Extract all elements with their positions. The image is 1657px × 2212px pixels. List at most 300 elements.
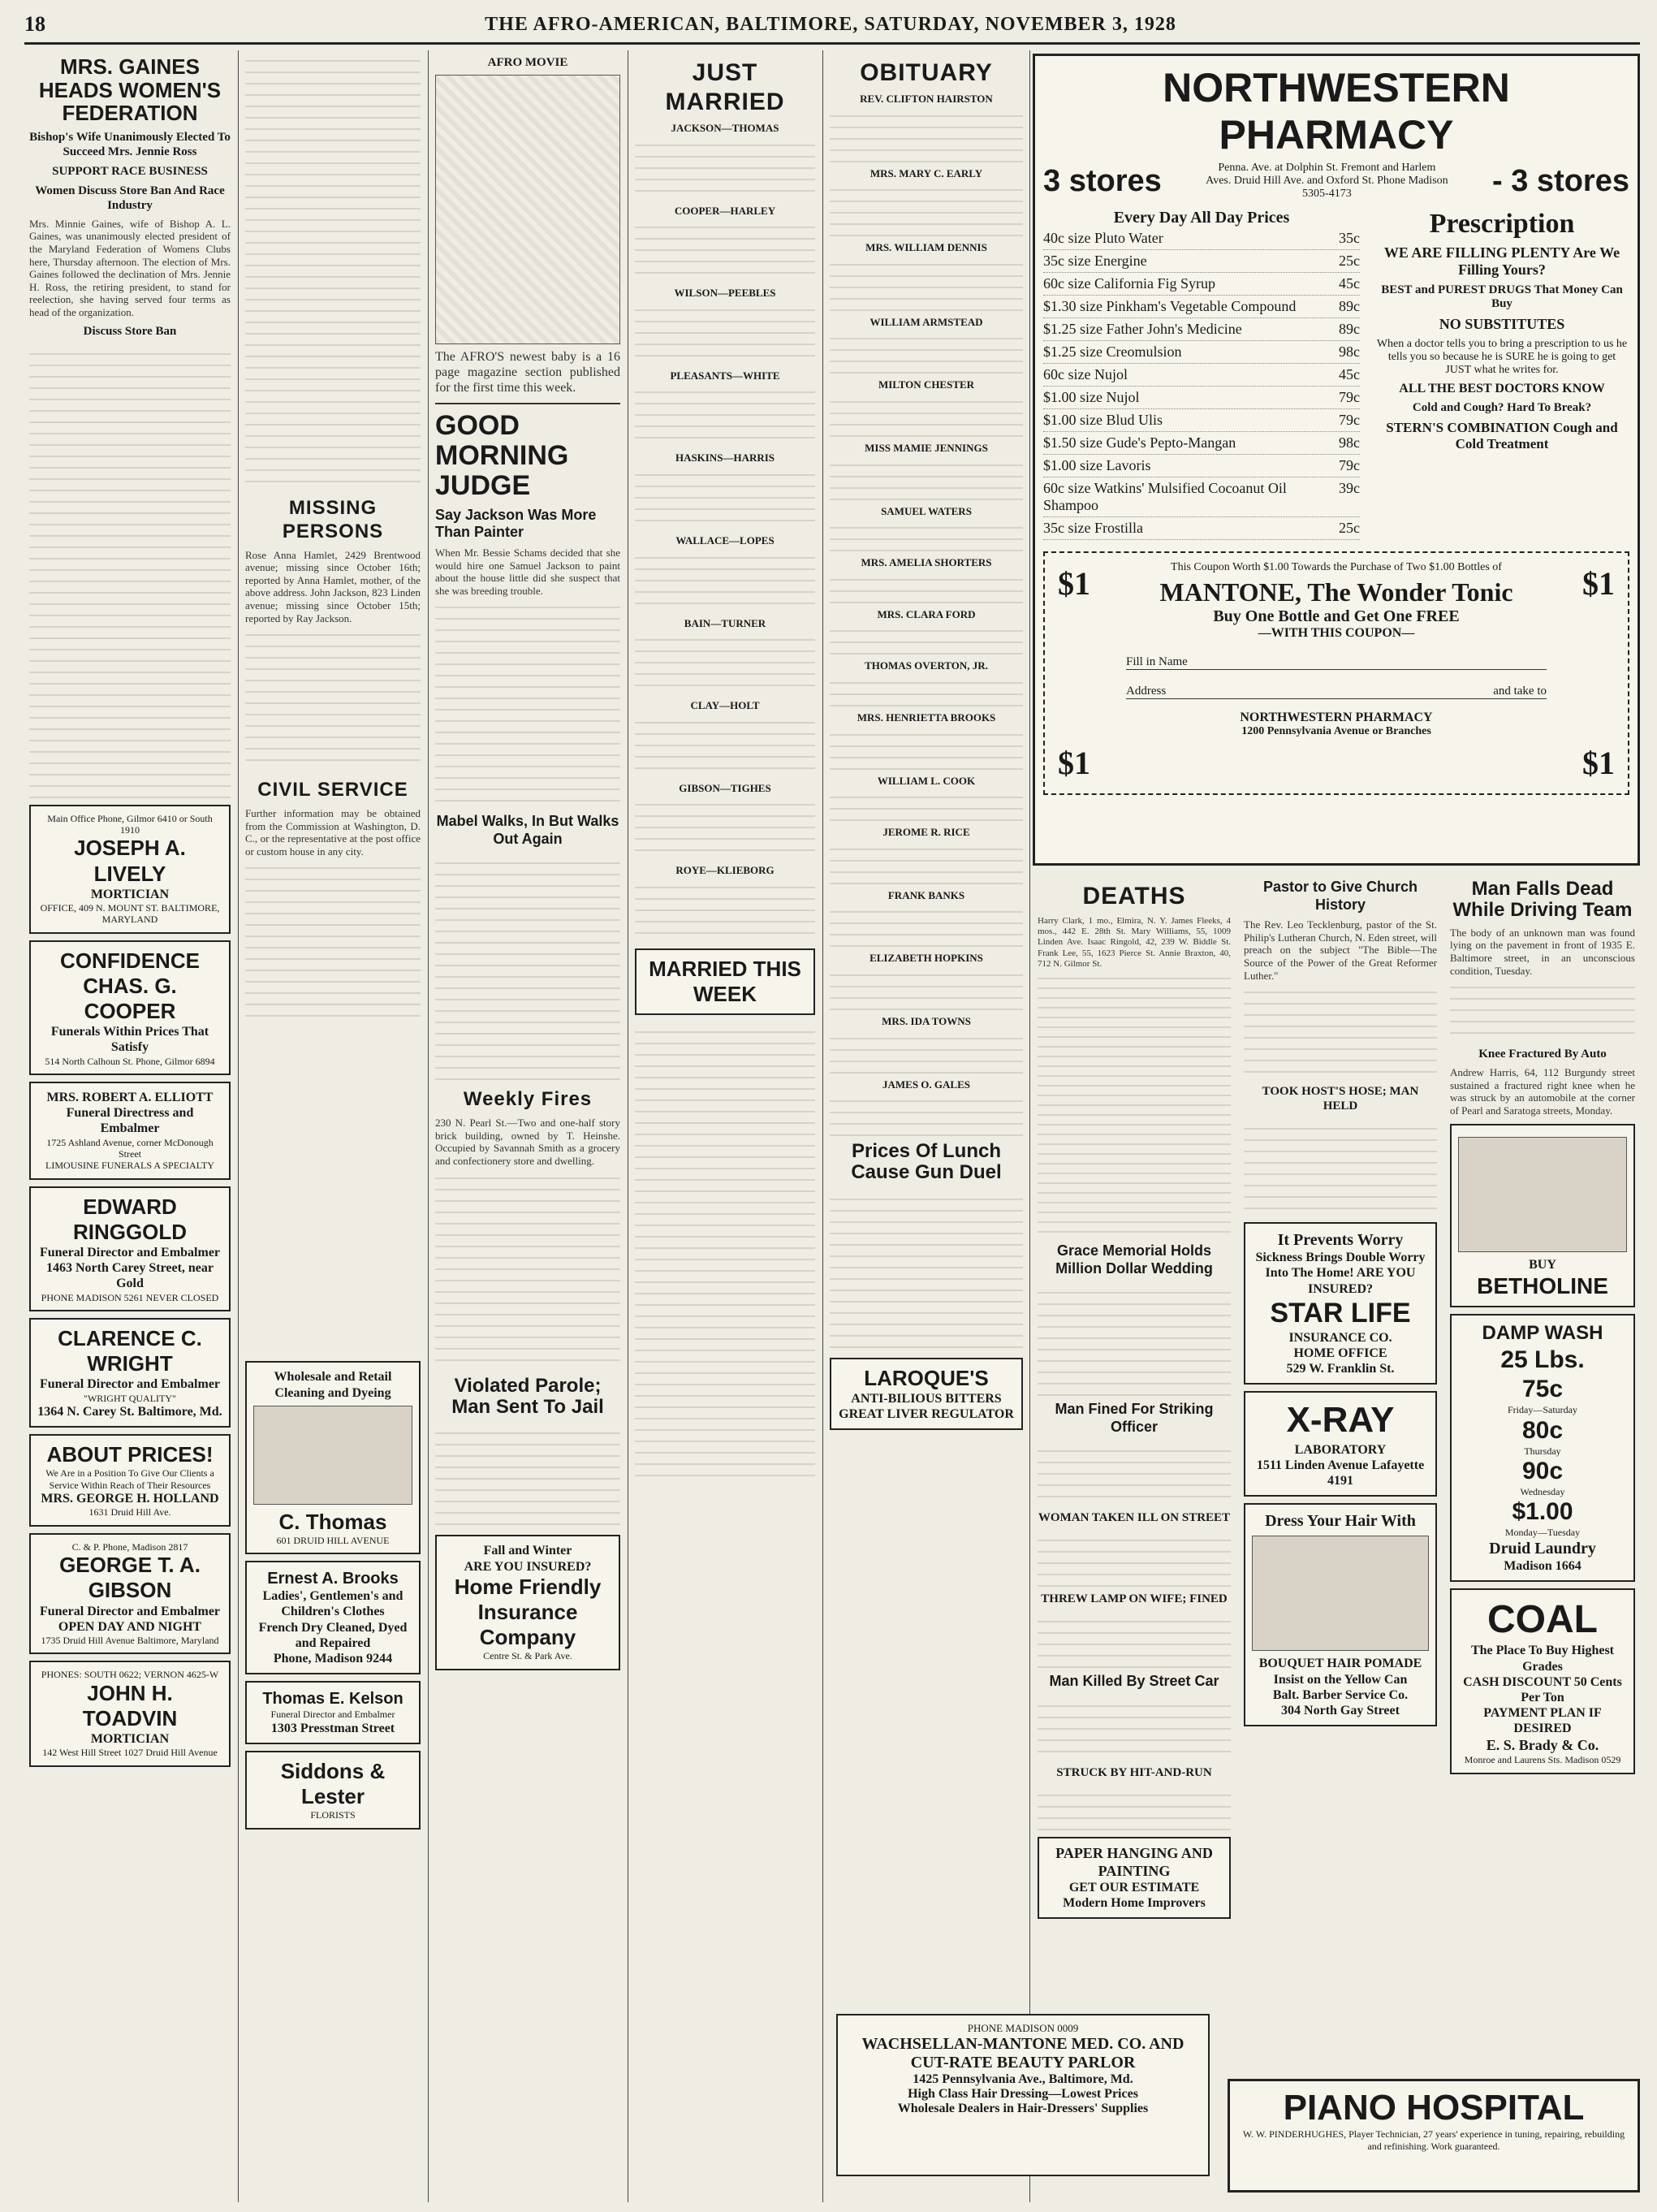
ad-line: The Place To Buy Highest Grades: [1470, 1644, 1615, 1674]
ad-title: Dress Your Hair With: [1265, 1512, 1416, 1531]
price-item: 40c size Pluto Water: [1043, 230, 1163, 246]
ad-siddons-lester: [245, 1751, 421, 1830]
ad-laroque: [830, 1358, 1023, 1431]
column-7: [1239, 874, 1442, 2002]
mantone-coupon: [1043, 551, 1629, 795]
subheading: Mabel Walks, In But Walks Out Again: [436, 813, 619, 847]
headline-striking-officer: Man Fined For Striking Officer: [1055, 1401, 1214, 1435]
price-row: [1043, 477, 1360, 517]
deaths-list: Harry Clark, 1 mo., Elmira, N. Y. James Fleeks, 4 mos., 442 E. 28th St. Mary Williams, 55, 1009 Linden Ave. Isaac Ringold, 42, 239 W. Biddle St. Frank Lee, 55, 1623 Pierce St. Annie Braxton, 40, 712 N. Gilmor St.: [1038, 916, 1231, 969]
ad-address: Centre St. & Park Ave.: [483, 1650, 572, 1662]
price-row: [1043, 517, 1360, 540]
marriage-entry: HASKINS—HARRIS: [675, 451, 775, 464]
ad-line: PAYMENT PLAN IF DESIRED: [1483, 1706, 1602, 1736]
marriage-license-list: [635, 1022, 815, 1476]
price-item: $1.00 size Nujol: [1043, 389, 1140, 405]
ad-name: JOSEPH A. LIVELY: [74, 836, 186, 886]
article-text-block: [830, 1189, 1023, 1351]
ad-line: Balt. Barber Service Co.: [1272, 1687, 1409, 1702]
ad-name: CHAS. G. COOPER: [83, 973, 177, 1024]
ad-name: E. S. Brady & Co.: [1486, 1736, 1599, 1753]
ad-phone: Madison 1664: [1504, 1558, 1581, 1573]
column-rule: [822, 50, 823, 2202]
price-row: [1043, 432, 1360, 455]
ad-line: Wholesale Dealers in Hair-Dressers' Supplies: [897, 2102, 1149, 2115]
stores-label: 3 stores: [1043, 163, 1162, 198]
article-text-block: [635, 382, 815, 447]
divider: [435, 403, 620, 404]
obituary-entry: SAMUEL WATERS: [881, 504, 972, 517]
ad-line: LIMOUSINE FUNERALS A SPECIALTY: [45, 1160, 214, 1172]
ad-days: Thursday: [1524, 1445, 1561, 1457]
ad-role: MORTICIAN: [90, 1732, 170, 1747]
column-rule: [428, 50, 429, 2202]
ad-price: $1.00: [1512, 1498, 1573, 1526]
owl-illustration: [1458, 1137, 1627, 1252]
ad-star-life: [1244, 1222, 1437, 1385]
ad-line: BUY: [1529, 1257, 1556, 1272]
headline-gun-duel: Prices Of Lunch Cause Gun Duel: [851, 1140, 1002, 1184]
ad-phone: Phone, Madison 9244: [273, 1652, 393, 1666]
price-item: 35c size Frostilla: [1043, 520, 1143, 536]
article-body: The body of an unknown man was found lying on the pavement in front of 1935 E. Baltimore street, in an unconscious condition, Tuesday.: [1450, 926, 1635, 977]
ad-line: ABOUT PRICES!: [46, 1442, 214, 1467]
article-text-block: [435, 597, 620, 808]
article-text-block: [830, 787, 1023, 821]
ad-name: GEORGE T. A. GIBSON: [59, 1553, 201, 1603]
ad-ringgold: [29, 1186, 231, 1311]
headline-just-married: JUST MARRIED: [665, 59, 785, 115]
article-text-block: [635, 629, 815, 694]
article-body: When Mr. Bessie Schams decided that she would hire one Samuel Jackson to paint about the house little did she suspect that she was breeding trouble.: [435, 546, 620, 597]
ad-title: COAL: [1487, 1597, 1598, 1641]
article-text-block: [830, 901, 1023, 947]
headline-violated-parole: Violated Parole; Man Sent To Jail: [451, 1374, 604, 1419]
article-text-block: [830, 179, 1023, 236]
ad-toadvin: [29, 1661, 231, 1766]
price-value: 98c: [1339, 343, 1360, 360]
obituary-entry: MRS. MARY C. EARLY: [869, 166, 983, 179]
price-row: [1043, 318, 1360, 341]
headline-woman-ill: WOMAN TAKEN ILL ON STREET: [1038, 1511, 1231, 1525]
ad-wachsellan: [836, 2014, 1210, 2176]
ad-role: Funeral Director and Embalmer: [39, 1377, 221, 1392]
ad-illustration: [253, 1406, 412, 1505]
article-body: Andrew Harris, 64, 112 Burgundy street sustained a fractured right knee when he was struck by an automobile at the corner of Pearl and Saratoga streets, Monday.: [1450, 1066, 1635, 1117]
price-value: 45c: [1339, 275, 1360, 292]
article-text-block: [635, 712, 815, 777]
ad-line: Insist on the Yellow Can: [1273, 1672, 1408, 1687]
coupon-address-label: Address: [1126, 685, 1167, 698]
ad-elliott: [29, 1082, 231, 1180]
ad-line: INSURANCE CO.: [1288, 1330, 1392, 1345]
ad-xray-lab: [1244, 1391, 1437, 1497]
price-item: $1.00 size Blud Ulis: [1043, 412, 1163, 428]
headline-pastor: Pastor to Give Church History: [1262, 879, 1418, 913]
pharmacy-addresses: Penna. Ave. at Dolphin St. Fremont and Harlem Aves. Druid Hill Ave. and Oxford St. Phone Madison 5305-4173: [1206, 162, 1448, 200]
pharmacy-name: NORTHWESTERN PHARMACY: [1163, 65, 1510, 158]
ad-price: 75c: [1521, 1376, 1564, 1403]
ad-address: 1511 Linden Avenue Lafayette 4191: [1256, 1458, 1425, 1488]
price-item: $1.00 size Lavoris: [1043, 457, 1151, 473]
article-text-block: [830, 254, 1023, 311]
ad-piano-hospital: [1228, 2079, 1640, 2193]
ad-name: Siddons & Lester: [280, 1758, 386, 1808]
ad-days: Monday—Tuesday: [1504, 1527, 1581, 1539]
article-text-block: [830, 965, 1023, 1010]
price-row: [1043, 227, 1360, 250]
deck: Bishop's Wife Unanimously Elected To Succeed Mrs. Jennie Ross: [29, 130, 231, 158]
price-value: 79c: [1339, 389, 1360, 405]
article-text-block: [435, 853, 620, 1080]
price-row: [1043, 273, 1360, 296]
headline-good-morning-judge: GOOD MORNING JUDGE: [435, 409, 569, 502]
headline-weekly-fires: Weekly Fires: [463, 1088, 593, 1111]
price-row: [1043, 364, 1360, 387]
article-text-block: [435, 1423, 620, 1528]
article-text-block: [830, 328, 1023, 374]
article-body: Rose Anna Hamlet, 2429 Brentwood avenue; missing since October 16th; reported by Anna Hamlet, mother, of the above address. John Jackson, 823 Linden avenue; missing since October 15th; reported by Ray Jackson.: [245, 548, 421, 624]
cartoon-title: AFRO MOVIE: [487, 56, 568, 69]
ad-role: Funeral Director and Embalmer OPEN DAY AND NIGHT: [39, 1604, 221, 1634]
ad-line: Funeral Director and Embalmer: [270, 1709, 395, 1721]
deck: Women Discuss Store Ban And Race Industry: [35, 184, 225, 212]
ad-line: HOME OFFICE: [1293, 1346, 1387, 1360]
ad-name: WACHSELLAN-MANTONE MED. CO. AND CUT-RATE BEAUTY PARLOR: [861, 2035, 1184, 2072]
price-value: 25c: [1339, 253, 1360, 269]
headline-hit-and-run: STRUCK BY HIT-AND-RUN: [1056, 1765, 1212, 1779]
column-8: [1445, 874, 1640, 2002]
headline-man-falls-dead: Man Falls Dead While Driving Team: [1452, 878, 1633, 922]
ad-line: W. W. PINDERHUGHES, Player Technician, 27 years' experience in tuning, repairing, rebuilding and refinishing. Work guaranteed.: [1242, 2128, 1625, 2152]
ad-name: Ernest A. Brooks: [267, 1570, 399, 1588]
ad-name: CLARENCE C. WRIGHT: [58, 1326, 202, 1376]
ad-lively: [29, 805, 231, 934]
ad-role: Funeral Director and Embalmer: [39, 1246, 221, 1260]
obituary-entry: MRS. HENRIETTA BROOKS: [857, 711, 996, 724]
ad-thomas-cleaning: [245, 1361, 421, 1554]
pomade-can-image: [1252, 1536, 1429, 1651]
rx-body: When a doctor tells you to bring a prescription to us he tells you so because he is SURE he is going to get JUST what he writes for.: [1376, 338, 1628, 376]
article-text-block: [830, 672, 1023, 706]
coupon-with: —WITH THIS COUPON—: [1258, 626, 1415, 640]
price-list-title: Every Day All Day Prices: [1113, 209, 1290, 227]
price-item: $1.30 size Pinkham's Vegetable Compound: [1043, 298, 1297, 314]
ad-holland: [29, 1434, 231, 1527]
price-value: 35c: [1339, 230, 1360, 246]
price-row: [1043, 387, 1360, 409]
price-value: 45c: [1339, 366, 1360, 382]
marriage-entry: WALLACE—LOPES: [675, 534, 775, 547]
article-text-block: [1244, 982, 1437, 1079]
coupon-value: $1: [1058, 565, 1090, 602]
ad-druid-laundry: [1450, 1314, 1635, 1582]
married-this-week-box: [635, 948, 815, 1015]
rx-line: BEST and PUREST DRUGS That Money Can Buy: [1381, 283, 1623, 310]
ad-days: Friday—Saturday: [1508, 1404, 1577, 1416]
ad-name: MRS. GEORGE H. HOLLAND: [41, 1492, 219, 1506]
coupon-value: $1: [1582, 565, 1615, 602]
ad-title: DAMP WASH: [1482, 1322, 1603, 1345]
ad-name: JOHN H. TOADVIN: [82, 1680, 178, 1730]
obituary-entry: MRS. AMELIA SHORTERS: [861, 556, 992, 569]
ad-address: 1735 Druid Hill Avenue Baltimore, Maryland: [41, 1634, 219, 1646]
article-text-block: [245, 858, 421, 1020]
article-text-block: [830, 724, 1023, 770]
ad-line: C. & P. Phone, Madison 2817: [71, 1540, 188, 1553]
article-text-block: [830, 1091, 1023, 1136]
price-row: [1043, 455, 1360, 477]
price-item: 35c size Energine: [1043, 253, 1147, 269]
article-text-block: [830, 455, 1023, 500]
deaths-list-block: [1038, 970, 1231, 1238]
ad-name: BETHOLINE: [1477, 1272, 1608, 1298]
ad-name: EDWARD RINGGOLD: [72, 1194, 188, 1244]
price-item: $1.25 size Father John's Medicine: [1043, 321, 1242, 337]
article-body: Further information may be obtained from the Commission at Washington, D. C., or the representative at the post office or custom house in any city.: [245, 806, 421, 858]
marriage-entry: COOPER—HARLEY: [674, 204, 776, 217]
article-text-block: [635, 547, 815, 612]
price-value: 79c: [1339, 412, 1360, 428]
obituary-entry: REV. CLIFTON HAIRSTON: [860, 93, 993, 105]
marriage-entry: WILSON—PEEBLES: [674, 287, 776, 300]
article-text-block: [635, 877, 815, 942]
stores-label: - 3 stores: [1492, 163, 1629, 198]
ad-paper-hanging: [1038, 1837, 1231, 1920]
article-text-block: [830, 1028, 1023, 1074]
headline-deaths: DEATHS: [1082, 883, 1186, 909]
price-row: [1043, 409, 1360, 432]
article-text-block: [1038, 1611, 1231, 1668]
obituary-entry: MRS. CLARA FORD: [877, 607, 976, 620]
headline-threw-lamp: THREW LAMP ON WIFE; FINED: [1041, 1592, 1228, 1606]
ad-line: 25 Lbs.: [1500, 1346, 1585, 1374]
deck: SUPPORT RACE BUSINESS: [52, 164, 208, 178]
rx-line: STERN'S COMBINATION Cough and Cold Treatment: [1386, 420, 1618, 451]
article-text-block: [1038, 1696, 1231, 1761]
price-item: $1.25 size Creomulsion: [1043, 343, 1182, 360]
article-body: The Rev. Leo Tecklenburg, pastor of the St. Philip's Lutheran Church, N. Eden street, will preach on the subject "The Bible—The Source of the Power of the Great Reformer Luther.": [1244, 918, 1437, 982]
newspaper-title: THE AFRO-AMERICAN, BALTIMORE, SATURDAY, NOVEMBER 3, 1928: [485, 13, 1176, 35]
ad-name: C. Thomas: [278, 1509, 387, 1534]
ad-line: CASH DISCOUNT 50 Cents Per Ton: [1463, 1674, 1622, 1705]
ad-address: Monroe and Laurens Sts. Madison 0529: [1464, 1754, 1621, 1766]
coupon-value: $1: [1058, 745, 1090, 781]
marriage-entry: CLAY—HOLT: [690, 699, 760, 712]
coupon-address-field[interactable]: [1126, 685, 1547, 699]
coupon-take-label: and take to: [1493, 685, 1547, 698]
obituary-entry: JAMES O. GALES: [882, 1078, 970, 1091]
ad-title: PAPER HANGING AND PAINTING: [1055, 1844, 1213, 1879]
price-row: [1043, 341, 1360, 364]
article-text-block: [1450, 977, 1635, 1042]
headline-knee-fractured: Knee Fractured By Auto: [1478, 1048, 1607, 1061]
afro-movie-cartoon: [435, 75, 620, 344]
price-value: 89c: [1339, 298, 1360, 314]
ad-address: 1725 Ashland Avenue, corner McDonough Street: [46, 1136, 214, 1160]
ad-line: GET OUR ESTIMATE: [1068, 1881, 1200, 1895]
column-3: [430, 50, 625, 2202]
headline-obituary: OBITUARY: [860, 59, 993, 86]
rx-line: NO SUBSTITUTES: [1439, 316, 1565, 332]
ad-line: PHONE MADISON 5261 NEVER CLOSED: [41, 1291, 219, 1303]
ad-price: 80c: [1521, 1416, 1564, 1444]
ad-home-friendly: [435, 1535, 620, 1670]
article-text-block: [635, 217, 815, 282]
headline-street-car: Man Killed By Street Car: [1049, 1673, 1219, 1690]
price-value: 79c: [1339, 457, 1360, 473]
ad-name: BOUQUET HAIR POMADE: [1258, 1657, 1422, 1671]
ad-title: It Prevents Worry: [1277, 1231, 1404, 1250]
ad-address: 1425 Pennsylvania Ave., Baltimore, Md.: [913, 2072, 1133, 2086]
column-2: [240, 50, 425, 2202]
ad-name: MRS. ROBERT A. ELLIOTT: [46, 1090, 214, 1104]
article-text-block: [29, 343, 231, 798]
article-body: Mrs. Minnie Gaines, wife of Bishop A. L. Gaines, was unanimously elected president of the Maryland Federation of Womens Clubs here, Thursday afternoon. The election of Mrs. Gaines followed the declination of Mrs. Jennie H. Ross, the retiring president, to stand for reelection, she having served four terms as head of the organization.: [29, 217, 231, 318]
ad-price: 90c: [1521, 1457, 1564, 1484]
coupon-offer: Buy One Bottle and Get One FREE: [1213, 607, 1460, 625]
deck: Say Jackson Was More Than Painter: [435, 506, 597, 541]
ad-line: High Class Hair Dressing—Lowest Prices: [908, 2087, 1138, 2101]
obituary-entry: ELIZABETH HOPKINS: [869, 952, 983, 965]
ad-address: OFFICE, 409 N. MOUNT ST. BALTIMORE, MARYLAND: [40, 901, 220, 926]
obituary-entry: MILTON CHESTER: [878, 378, 975, 391]
ad-heading: Fall and Winter: [483, 1544, 572, 1558]
ad-role: We Are in a Position To Give Our Clients a Service Within Reach of Their Resources: [45, 1467, 214, 1491]
ad-address: 514 North Calhoun St. Phone, Gilmor 6894: [45, 1055, 215, 1067]
price-value: 25c: [1339, 520, 1360, 536]
marriage-entry: JACKSON—THOMAS: [671, 122, 779, 134]
ad-name: X-RAY: [1286, 1400, 1395, 1441]
ad-name: Home Friendly Insurance Company: [454, 1574, 602, 1650]
ad-line: "WRIGHT QUALITY": [84, 1392, 176, 1404]
article-text-block: [245, 50, 421, 489]
article-text-block: [435, 1168, 620, 1371]
ad-line: Ladies', Gentlemen's and Children's Clothes: [262, 1589, 403, 1619]
ad-address: 1631 Druid Hill Ave.: [88, 1506, 171, 1519]
price-value: 39c: [1339, 480, 1360, 496]
rx-line: WE ARE FILLING PLENTY Are We Filling Yours?: [1383, 244, 1620, 278]
masthead: [24, 6, 1640, 45]
ad-title: Wholesale and Retail Cleaning and Dyeing: [274, 1370, 392, 1400]
column-rule: [1029, 50, 1030, 2202]
ad-kelson: [245, 1681, 421, 1744]
coupon-value: $1: [1582, 745, 1615, 781]
column-5: [825, 50, 1028, 2202]
article-text-block: [635, 794, 815, 859]
price-value: 98c: [1339, 434, 1360, 451]
obituary-entry: WILLIAM ARMSTEAD: [869, 315, 983, 328]
obituary-entry: FRANK BANKS: [887, 888, 965, 901]
ad-address: 601 DRUID HILL AVENUE: [276, 1534, 390, 1546]
ad-line: GREAT LIVER REGULATOR: [839, 1407, 1014, 1422]
article-text-block: [1038, 1785, 1231, 1830]
ad-address: 142 West Hill Street 1027 Druid Hill Avenue: [42, 1747, 218, 1759]
page-number: 18: [24, 12, 45, 36]
pharmacy-body: [1043, 209, 1629, 540]
ad-name: Modern Home Improvers: [1063, 1896, 1206, 1911]
obituary-entry: WILLIAM L. COOK: [877, 774, 976, 787]
ad-address: 304 North Gay Street: [1281, 1704, 1400, 1717]
coupon-top: This Coupon Worth $1.00 Towards the Purchase of Two $1.00 Bottles of: [1171, 561, 1502, 573]
ad-address: 529 W. Franklin St.: [1286, 1361, 1395, 1376]
ad-name: PIANO HOSPITAL: [1283, 2088, 1585, 2128]
article-body: 230 N. Pearl St.—Two and one-half story brick building, owned by T. Heinshe. Occupied by Savannah Smith as a grocery and confectionery store and dwelling.: [435, 1117, 620, 1168]
article-text-block: [245, 624, 421, 771]
obituary-entry: MRS. IDA TOWNS: [882, 1014, 971, 1027]
article-text-block: [830, 839, 1023, 884]
headline-missing-persons: MISSING PERSONS: [282, 497, 384, 542]
headline-civil-service: CIVIL SERVICE: [257, 779, 408, 801]
coupon-name-field[interactable]: Fill in Name: [1126, 655, 1547, 670]
coupon-product: MANTONE, The Wonder Tonic: [1159, 577, 1513, 607]
ad-name: Thomas E. Kelson: [262, 1690, 403, 1709]
article-text-block: [830, 569, 1023, 603]
obituary-entry: MRS. WILLIAM DENNIS: [865, 241, 987, 254]
price-row: [1043, 250, 1360, 273]
ad-wright: [29, 1318, 231, 1428]
ad-gibson: [29, 1533, 231, 1655]
article-text-block: [1038, 1530, 1231, 1587]
article-text-block: [830, 391, 1023, 437]
marriage-entry: PLEASANTS—WHITE: [670, 369, 780, 382]
price-item: 60c size Nujol: [1043, 366, 1128, 382]
coupon-store: NORTHWESTERN PHARMACY: [1240, 711, 1433, 724]
ad-name: Druid Laundry: [1489, 1539, 1596, 1557]
column-4: [630, 50, 820, 2202]
ad-line: Sickness Brings Double Worry Into The Home! ARE YOU INSURED?: [1255, 1251, 1426, 1296]
column-rule: [238, 50, 239, 2202]
column-1: [24, 50, 235, 2202]
article-text-block: [635, 135, 815, 200]
ad-days: Wednesday: [1520, 1485, 1565, 1497]
ad-line: French Dry Cleaned, Dyed and Repaired: [258, 1620, 408, 1650]
price-item: $1.50 size Gude's Pepto-Mangan: [1043, 434, 1236, 451]
article-text-block: [635, 464, 815, 529]
price-row: [1043, 296, 1360, 318]
article-text-block: [1038, 1441, 1231, 1506]
ad-line: ANTI-BILIOUS BITTERS: [851, 1392, 1002, 1406]
ad-phone: PHONE MADISON 0009: [967, 2022, 1079, 2034]
ad-role: Funeral Directress and Embalmer: [66, 1106, 194, 1136]
pharmacy-banner: [1043, 162, 1629, 201]
marriage-entry: BAIN—TURNER: [684, 616, 766, 629]
ad-coal: [1450, 1588, 1635, 1774]
article-text-block: [1038, 1282, 1231, 1396]
headline-took-hose: TOOK HOST'S HOSE; MAN HELD: [1262, 1085, 1419, 1113]
obituary-entry: THOMAS OVERTON, JR.: [865, 659, 988, 672]
rx-line: ALL THE BEST DOCTORS KNOW: [1399, 382, 1605, 395]
ad-northwestern-pharmacy: [1033, 54, 1640, 866]
obituary-entry: JEROME R. RICE: [882, 826, 970, 839]
ad-line: LABORATORY: [1294, 1442, 1387, 1457]
ad-cooper: [29, 940, 231, 1075]
article-text-block: [830, 106, 1023, 162]
ad-hair-pomade: [1244, 1503, 1437, 1726]
ad-address: 1463 North Carey Street, near Gold: [45, 1261, 214, 1291]
prescription-panel: [1374, 209, 1629, 540]
cartoon-caption: The AFRO'S newest baby is a 16 page magazine section published for the first time this week.: [435, 350, 620, 395]
ad-role: MORTICIAN: [90, 887, 170, 901]
ad-line: PHONES: SOUTH 0622; VERNON 4625-W: [41, 1669, 219, 1681]
rx-line: Cold and Cough? Hard To Break?: [1412, 401, 1592, 414]
price-list: [1043, 209, 1360, 540]
box-title: MARRIED THIS WEEK: [649, 956, 801, 1007]
ad-name: STAR LIFE: [1270, 1297, 1411, 1328]
article-text-block: [1244, 1118, 1437, 1216]
coupon-store-address: 1200 Pennsylvania Avenue or Branches: [1241, 725, 1431, 737]
ad-line: Main Office Phone, Gilmor 6410 or South 1910: [47, 812, 213, 836]
